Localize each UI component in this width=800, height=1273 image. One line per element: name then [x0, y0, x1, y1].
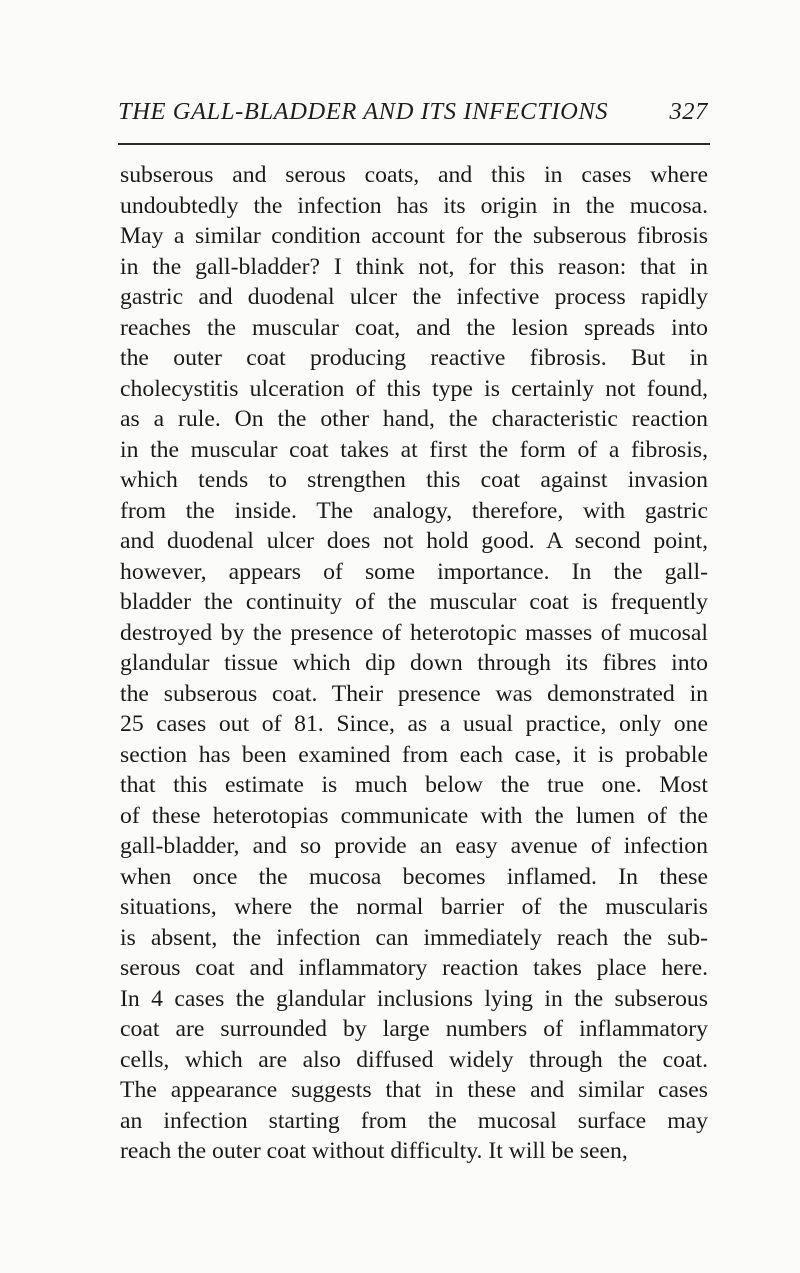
- text-line: section has been examined from each case, it is probable: [120, 741, 708, 768]
- text-line: bladder the continuity of the muscular coat is frequently: [120, 589, 708, 615]
- text-line: the subserous coat. Their presence was demonstrated in: [120, 680, 708, 707]
- text-line: gall-bladder, and so provide an easy avenue of infection: [120, 833, 708, 859]
- header-rule: [118, 143, 710, 145]
- text-line: in the muscular coat takes at first the form of a fibrosis,: [120, 436, 708, 463]
- text-line: that this estimate is much below the true one. Most: [120, 772, 708, 798]
- text-line: which tends to strengthen this coat against invasion: [120, 467, 708, 493]
- text-line: gastric and duodenal ulcer the infective process rapidly: [120, 284, 708, 310]
- text-line: serous coat and inflammatory reaction takes place here.: [120, 955, 708, 981]
- text-line: glandular tissue which dip down through its fibres into: [120, 650, 708, 676]
- text-line: cholecystitis ulceration of this type is certainly not found,: [120, 375, 708, 402]
- text-line: In 4 cases the glandular inclusions lying in the subserous: [120, 985, 708, 1012]
- text-line: of these heterotopias communicate with the lumen of the: [120, 802, 708, 829]
- text-line: cells, which are also diffused widely through the coat.: [120, 1046, 708, 1073]
- text-line: is absent, the infection can immediately reach the sub-: [120, 924, 708, 951]
- text-line: however, appears of some importance. In the gall-: [120, 558, 708, 585]
- text-line: reaches the muscular coat, and the lesion spreads into: [120, 314, 708, 341]
- text-line: subserous and serous coats, and this in cases where: [120, 162, 708, 188]
- text-line: situations, where the normal barrier of the muscularis: [120, 894, 708, 920]
- text-line: an infection starting from the mucosal surface may: [120, 1107, 708, 1134]
- text-line: as a rule. On the other hand, the characteristic reaction: [120, 406, 708, 432]
- text-line: from the inside. The analogy, therefore, with gastric: [120, 497, 708, 524]
- body-text: [120, 160, 708, 1167]
- running-title: THE GALL-BLADDER AND ITS INFECTIONS: [118, 98, 609, 125]
- text-line: May a similar condition account for the subserous fibrosis: [120, 223, 708, 249]
- text-line: The appearance suggests that in these and similar cases: [120, 1077, 708, 1103]
- running-head: [118, 98, 708, 134]
- text-line: coat are surrounded by large numbers of inflammatory: [120, 1016, 708, 1042]
- text-line: destroyed by the presence of heterotopic masses of mucosal: [120, 619, 708, 646]
- text-line: when once the mucosa becomes inflamed. In these: [120, 863, 708, 890]
- text-line: the outer coat producing reactive fibrosis. But in: [120, 345, 708, 371]
- text-line: and duodenal ulcer does not hold good. A second point,: [120, 528, 708, 554]
- text-line: in the gall-bladder? I think not, for this reason: that in: [120, 253, 708, 280]
- text-line: undoubtedly the infection has its origin in the mucosa.: [120, 192, 708, 219]
- page-number: 327: [669, 98, 708, 125]
- text-line: reach the outer coat without difficulty. It will be seen,: [120, 1138, 628, 1164]
- text-line: 25 cases out of 81. Since, as a usual practice, only one: [120, 711, 708, 737]
